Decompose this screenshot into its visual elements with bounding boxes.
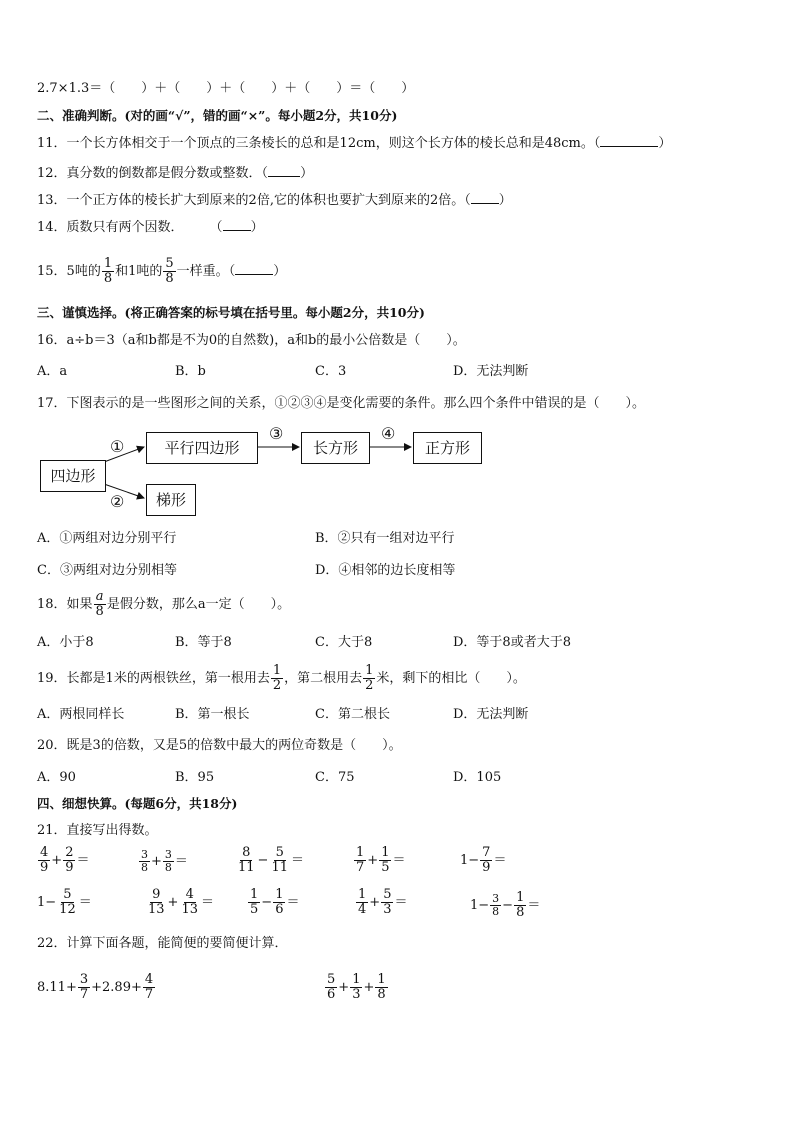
calc-expression-2: $\frac{3}{8}$ + $\frac{3}{8}$ ＝ — [141, 848, 188, 874]
section-heading-calculation: 四、细想快算。(每题6分，共18分) — [37, 796, 238, 811]
option-d[interactable]: D．无法判断 — [453, 707, 529, 722]
section-heading-judgement: 二、准确判断。(对的画“√”，错的画“×”。每小题2分，共10分) — [37, 108, 398, 123]
question-19 — [37, 663, 526, 695]
numerator: 1 — [365, 663, 374, 678]
question-18-prefix: 18．如果 — [37, 597, 93, 612]
option-a[interactable]: A．a — [37, 364, 68, 379]
condition-1-label: ① — [110, 437, 125, 456]
denominator: 8 — [165, 271, 174, 286]
parallelogram-box: 平行四边形 — [146, 432, 258, 464]
calc-expression-8: $\frac{1}{5}$ − $\frac{1}{6}$ ＝ — [250, 887, 300, 917]
question-13: 13．一个正方体的棱长扩大到原来的2倍,它的体积也要扩大到原来的2倍。（ ） — [37, 193, 512, 208]
question-11: 11．一个长方体相交于一个顶点的三条棱长的总和是12cm，则这个长方体的棱长总和是48cm。（ ） — [37, 136, 672, 151]
calc-expression-1: $\frac{4}{9}$ + $\frac{2}{9}$ ＝ — [40, 845, 90, 875]
quadrilateral-box: 四边形 — [40, 460, 106, 492]
square-box: 正方形 — [413, 432, 482, 464]
question-19-suffix: 米，剩下的相比（ ）。 — [376, 671, 526, 686]
numerator: 1 — [103, 256, 113, 271]
option-a[interactable]: A．90 — [37, 770, 76, 785]
question-19-mid: ，第二根用去 — [284, 671, 363, 686]
calc-expression-4: $\frac{1}{7}$ + $\frac{1}{5}$ ＝ — [356, 845, 406, 875]
option-d[interactable]: D．④相邻的边长度相等 — [315, 563, 456, 578]
option-c[interactable]: C．75 — [315, 770, 355, 785]
question-15-mid: 和1吨的 — [115, 264, 163, 279]
option-a[interactable]: A．小于8 — [37, 635, 94, 650]
question-17: 17．下图表示的是一些图形之间的关系，①②③④是变化需要的条件。那么四个条件中错误的是（ ）。 — [37, 396, 646, 411]
calc-expression-10: 1− $\frac{3}{8}$ − $\frac{1}{8}$ ＝ — [470, 890, 541, 920]
option-b[interactable]: B．②只有一组对边平行 — [315, 531, 455, 546]
question-14: 14．质数只有两个因数． （ ） — [37, 220, 264, 235]
question-12: 12．真分数的倒数都是假分数或整数．（ ） — [37, 166, 314, 181]
option-b[interactable]: B．第一根长 — [175, 707, 250, 722]
denominator: 8 — [103, 271, 113, 286]
calc-expression-7: $\frac{9}{13}$ + $\frac{4}{13}$ ＝ — [148, 887, 215, 917]
option-b[interactable]: B．等于8 — [175, 635, 232, 650]
calc-expression-3: $\frac{8}{11}$ − $\frac{5}{11}$ ＝ — [238, 845, 305, 875]
option-c[interactable]: C．第二根长 — [315, 707, 390, 722]
question-19-prefix: 19．长都是1米的两根铁丝，第一根用去 — [37, 671, 270, 686]
question-20: 20．既是3的倍数，又是5的倍数中最大的两位奇数是（ ）。 — [37, 738, 402, 753]
option-a[interactable]: A．①两组对边分别平行 — [37, 531, 177, 546]
option-c[interactable]: C．3 — [315, 364, 347, 379]
option-b[interactable]: B．95 — [175, 770, 215, 785]
option-c[interactable]: C．大于8 — [315, 635, 373, 650]
q22-expression-1: 8.11+ $\frac{3}{7}$ +2.89+ $\frac{4}{7}$ — [37, 972, 154, 1002]
question-15: 15．5吨的 $\frac{1}{8}$ 和1吨的 $\frac{5}{8}$ 一样重。（ ） — [37, 256, 287, 286]
option-d[interactable]: D．无法判断 — [453, 364, 529, 379]
question-14-text: 14．质数只有两个因数． — [37, 220, 184, 235]
question-12-text: 12．真分数的倒数都是假分数或整数． — [37, 166, 262, 181]
question-18-suffix: 是假分数，那么a一定（ ）。 — [106, 597, 291, 612]
numerator: 1 — [272, 663, 282, 678]
option-c[interactable]: C．③两组对边分别相等 — [37, 563, 177, 578]
option-a[interactable]: A．两根同样长 — [37, 707, 125, 722]
q22-expression-2: $\frac{5}{6}$ + $\frac{1}{3}$ + $\frac{1}{8}$ — [327, 972, 386, 1002]
calc-expression-9: $\frac{1}{4}$ + $\frac{5}{3}$ ＝ — [358, 887, 408, 917]
fraction — [363, 664, 375, 693]
rectangle-box: 长方形 — [301, 432, 370, 464]
fraction — [271, 664, 283, 693]
question-15-prefix: 15．5吨的 — [37, 264, 101, 279]
question-15-suffix: 一样重。 — [176, 264, 229, 279]
calc-expression-5: 1− $\frac{7}{9}$ ＝ — [460, 845, 507, 875]
option-d[interactable]: D．等于8或者大于8 — [453, 635, 571, 650]
question-11-text: 11．一个长方体相交于一个顶点的三条棱长的总和是12cm，则这个长方体的棱长总和是48cm。 — [37, 136, 594, 151]
section-heading-choice: 三、谨慎选择。(将正确答案的标号填在括号里。每小题2分，共10分) — [37, 305, 425, 320]
condition-2-label: ② — [110, 492, 125, 511]
question-16: 16．a÷b＝3（a和b都是不为0的自然数)，a和b的最小公倍数是（ ）。 — [37, 333, 466, 348]
denominator: 8 — [95, 604, 104, 619]
condition-4-label: ④ — [381, 424, 396, 443]
denominator: 2 — [365, 678, 374, 693]
numerator: 5 — [165, 256, 174, 271]
option-b[interactable]: B．b — [175, 364, 206, 379]
equation-line: 2.7×1.3＝（ ）＋（ ）＋（ ）＋（ ）＝（ ） — [37, 81, 415, 96]
question-21: 21．直接写出得数。 — [37, 823, 158, 838]
denominator: 2 — [272, 678, 282, 693]
question-13-text: 13．一个正方体的棱长扩大到原来的2倍,它的体积也要扩大到原来的2倍。 — [37, 193, 465, 208]
fraction — [94, 590, 106, 619]
condition-3-label: ③ — [269, 424, 284, 443]
numerator: a — [95, 589, 104, 604]
question-18 — [37, 589, 290, 621]
trapezoid-box: 梯形 — [146, 484, 196, 516]
calc-expression-6: 1− $\frac{5}{12}$ ＝ — [37, 887, 92, 917]
option-d[interactable]: D．105 — [453, 770, 502, 785]
question-22: 22．计算下面各题，能简便的要简便计算． — [37, 936, 288, 951]
